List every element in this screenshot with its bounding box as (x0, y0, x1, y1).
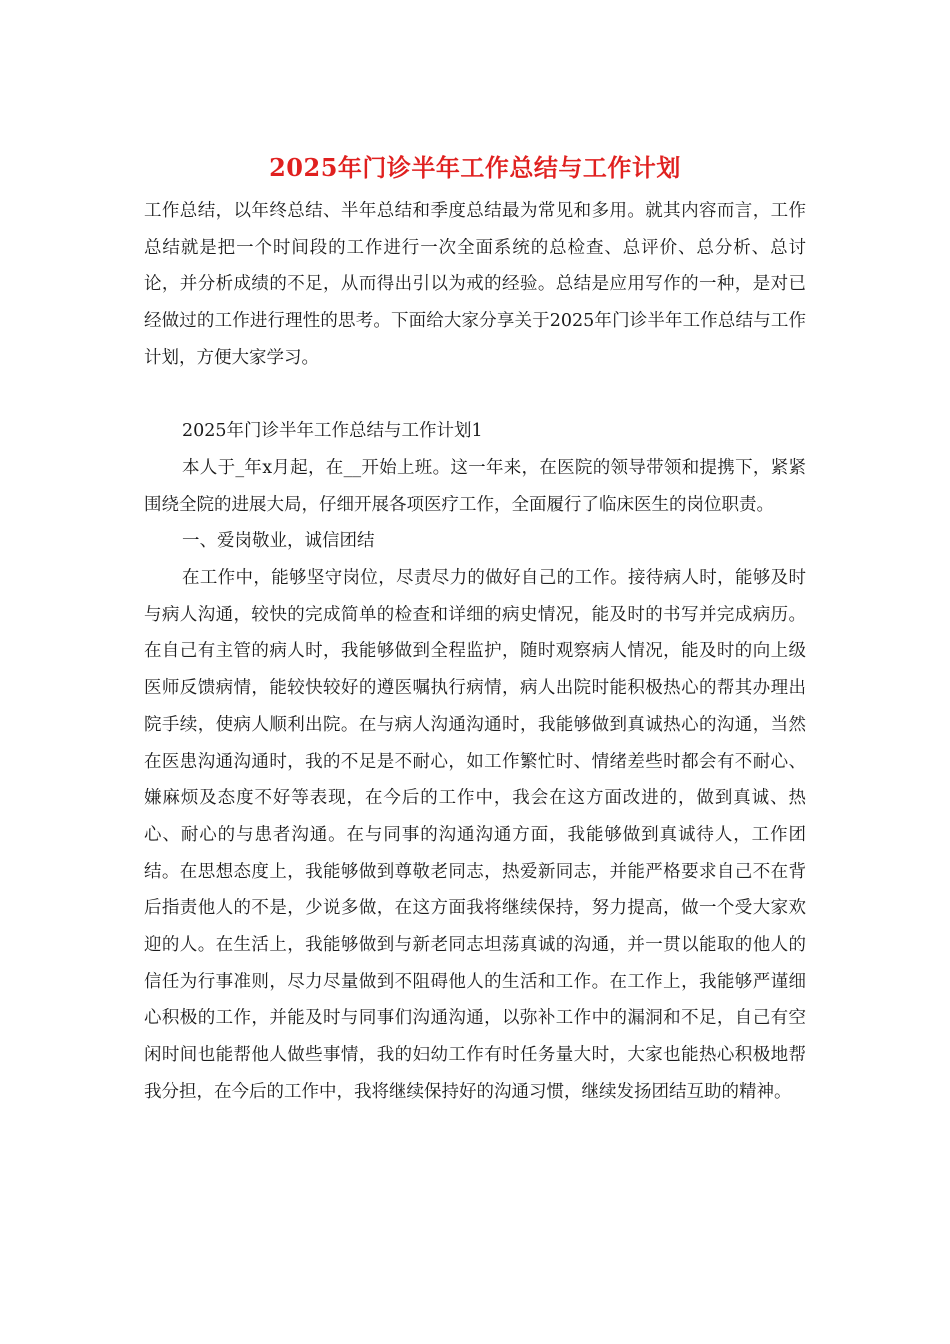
heading-1: 一、爱岗敬业，诚信团结 (182, 531, 375, 552)
section-title: 2025年门诊半年工作总结与工作计划1 (182, 421, 483, 442)
paragraph-2: 在工作中，能够坚守岗位，尽责尽力的做好自己的工作。接待病人时，能够及时与病人沟通，较快的完成简单的检查和详细的病史情况，能及时的书写并完成病历。在自己有主管的病人时，我能够做到全程监护，随时观察病人情况，能及时的向上级医师反馈病情，能较快较好的遵医嘱执行病情，病人出院时能积极热心的帮其办理出院手续，使病人顺利出院。在与病人沟通沟通时，我能够做到真诚热心的沟通，当然在医患沟通沟通时，我的不足是不耐心，如工作繁忙时、情绪差些时都会有不耐心、嫌麻烦及态度不好等表现，在今后的工作中，我会在这方面改进的，做到真诚、热心、耐心的与患者沟通。在与同事的沟通沟通方面，我能够做到真诚待人，工作团结。在思想态度上，我能够做到尊敬老同志，热爱新同志，并能严格要求自己不在背后指责他人的不是，少说多做，在这方面我将继续保持，努力提高，做一个受大家欢迎的人。在生活上，我能够做到与新老同志坦荡真诚的沟通，并一贯以能取的他人的信任为行事准则，尽力尽量做到不阻碍他人的生活和工作。在工作上，我能够严谨细心积极的工作，并能及时与同事们沟通沟通，以弥补工作中的漏洞和不足，自己有空闲时间也能帮他人做些事情，我的妇幼工作有时任务量大时，大家也能热心积极地帮我分担，在今后的工作中，我将继续保持好的沟通习惯，继续发扬团结互助的精神。 (144, 568, 806, 1102)
paragraph-1: 本人于_年x月起，在__开始上班。这一年来，在医院的领导带领和提携下，紧紧围绕全院的进展大局，仔细开展各项医疗工作，全面履行了临床医生的岗位职责。 (144, 457, 806, 515)
paragraph-spacer (144, 377, 806, 414)
document-title: 2025年门诊半年工作总结与工作计划 (269, 153, 681, 182)
document-body (144, 193, 806, 1111)
intro-paragraph: 工作总结，以年终总结、半年总结和季度总结最为常见和多用。就其内容而言，工作总结就是把一个时间段的工作进行一次全面系统的总检查、总评价、总分析、总讨论，并分析成绩的不足，从而得出引以为戒的经验。总结是应用写作的一种，是对已经做过的工作进行理性的思考。下面给大家分享关于2025年门诊半年工作总结与工作计划，方便大家学习。 (144, 201, 806, 368)
